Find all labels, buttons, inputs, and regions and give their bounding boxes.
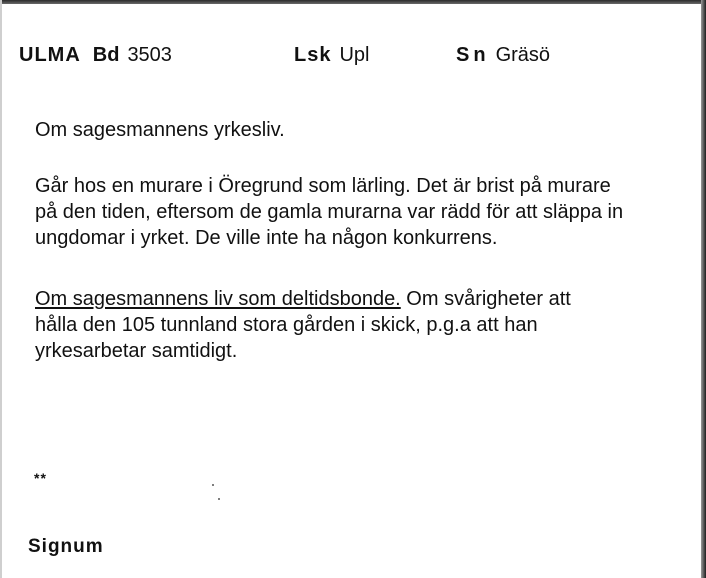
card-left-edge <box>0 0 2 578</box>
signum-label: Signum <box>28 536 104 557</box>
scan-speck <box>218 498 220 500</box>
card-top-edge <box>0 0 706 4</box>
parish-value: Gräsö <box>495 44 551 66</box>
province-value: Upl <box>339 44 370 66</box>
paragraph-line: på den tiden, eftersom de gamla murarna var rädd för att släppa in <box>35 201 624 223</box>
header-archive-volume <box>19 44 172 67</box>
volume-label: Bd <box>92 44 120 66</box>
volume-number: 3503 <box>127 44 172 66</box>
paragraph-part-time-farmer <box>35 286 571 364</box>
province-label: Lsk <box>294 44 332 66</box>
paragraph-line: yrkesarbetar samtidigt. <box>35 340 238 362</box>
paragraph-apprenticeship <box>35 173 623 251</box>
archive-label: ULMA <box>19 44 81 66</box>
paragraph-line-rest: Om svårigheter att <box>400 288 571 310</box>
header-province <box>294 44 369 67</box>
scan-speck <box>212 484 214 486</box>
parish-label: Sn <box>456 44 490 66</box>
underlined-heading: Om sagesmannens liv som deltidsbonde. <box>35 288 401 310</box>
card-right-edge <box>701 0 706 578</box>
paragraph-line: ungdomar i yrket. De ville inte ha någon konkurrens. <box>35 227 498 249</box>
paragraph-line <box>35 286 571 312</box>
paragraph-line: hålla den 105 tunnland stora gården i skick, p.g.a att han <box>35 314 538 336</box>
stars-marker: ** <box>34 470 47 486</box>
header-parish <box>456 44 550 67</box>
paragraph-line: Går hos en murare i Öregrund som lärling. Det är brist på murare <box>35 175 611 197</box>
paragraph-occupation-heading: Om sagesmannens yrkesliv. <box>35 119 285 141</box>
